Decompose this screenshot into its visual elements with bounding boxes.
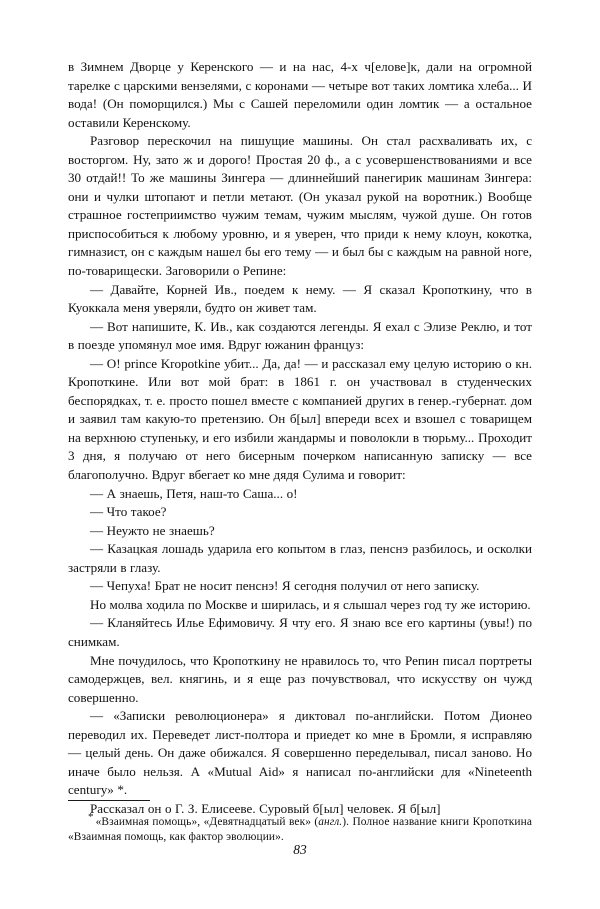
paragraph: — О! prince Kropotkine убит... Да, да! — и рассказал ему целую историю о кн. Кропоткине. Или вот мой брат: в 1861 г. он участвовал в студенческих беспорядках, т. е. просто пошел вместе с компанией других в генер.-губернат. дом и заявил там какую-то претензию. Он б[ыл] впереди всех и взошел с товарищем на верхнюю ступеньку, и его избили жандармы и поволокли в тюрьму... Проходит 3 дня, я получаю от него бисерным почерком написанную записку — все благополучно. Вдруг вбегает ко мне дядя Сулима и говорит: <box>68 355 532 483</box>
paragraph: — Казацкая лошадь ударила его копытом в глаз, пенснэ разбилось, и осколки застряли в глазу. <box>68 541 532 575</box>
paragraph: — Что такое? <box>90 504 167 520</box>
paragraph: Но молва ходила по Москве и ширилась, и я слышал через год ту же историю. <box>90 596 531 612</box>
paragraph: Рассказал он о Г. З. Елисееве. Суровый б[ыл] человек. Я б[ыл] <box>90 800 441 816</box>
footnote-separator-rule <box>68 800 150 801</box>
paragraph: — Неужто не знаешь? <box>90 522 215 538</box>
body-text-block <box>68 58 532 818</box>
paragraph: — «Записки революционера» я диктовал по-английски. Потом Дионео переводил их. Переведет лист-полтора и приедет ко мне в Бромли, я исправляю — целый день. Он даже обижался. Я совершенно переделывал, писал заново. Но иначе было нельзя. А «Mutual Aid» я написал по-английски для «Nineteenth century» *. <box>68 708 532 798</box>
footnote-marker: * <box>88 811 94 823</box>
paragraph: — А знаешь, Петя, наш-то Саша... о! <box>90 485 298 501</box>
footnote-italic-language: англ. <box>318 815 343 828</box>
paragraph: Разговор перескочил на пишущие машины. Он стал расхваливать их, с восторгом. Ну, зато ж и дорого! Простая 20 ф., а с усовершенствованиями и все 30 отдай!! То же машины Зингера — длиннейший панегирик машинам Зингера: они и чулки штопают и петли метают. (Он указал рукой на воротник.) Вообще страшное гостеприимство чужим темам, чужим мыслям, чужой душе. Он готов приспособиться к любому уровню, и я уверен, что приди к нему клоун, кокотка, гимназист, он с каждым нашел бы его тему — и был бы с каждым на равной ноге, по-товарищески. Заговорили о Репине: <box>68 133 532 279</box>
footnote-part-one: «Взаимная помощь», «Девятнадцатый век» ( <box>95 815 319 828</box>
page-number: 83 <box>293 842 307 857</box>
paragraph: — Кланяйтесь Илье Ефимовичу. Я чту его. Я знаю все его картины (увы!) по снимкам. <box>68 615 532 649</box>
paragraph: — Вот напишите, К. Ив., как создаются легенды. Я ехал с Элизе Реклю, и тот в поезде упомянул мое имя. Вдруг южанин француз: <box>68 318 532 353</box>
footnote-zone <box>68 800 532 845</box>
paragraph: — Давайте, Корней Ив., поедем к нему. — Я сказал Кропоткину, что в Куоккала меня уверяли, будто он живет там. <box>68 281 532 316</box>
paragraph: — Чепуха! Брат не носит пенснэ! Я сегодня получил от него записку. <box>90 578 480 594</box>
footnote-text <box>68 810 532 845</box>
footnote-part-two: ). Полное название книги Кропоткина «Взаимная помощь, как фактор эволюции». <box>68 815 532 843</box>
paragraph: Мне почудилось, что Кропоткину не нравилось то, что Репин писал портреты самодержцев, вел. княгинь, и я еще раз почувствовал, что искусству он чужд совершенно. <box>68 652 532 705</box>
paragraph: в Зимнем Дворце у Керенского — и на нас, 4-х ч[елове]к, дали на огромной тарелке с царскими вензелями, с коронами — четыре вот таких ломтика хлеба... И вода! (Он поморщился.) Мы с Сашей переломили один ломтик — а остальное оставили Керенскому. <box>68 59 532 130</box>
